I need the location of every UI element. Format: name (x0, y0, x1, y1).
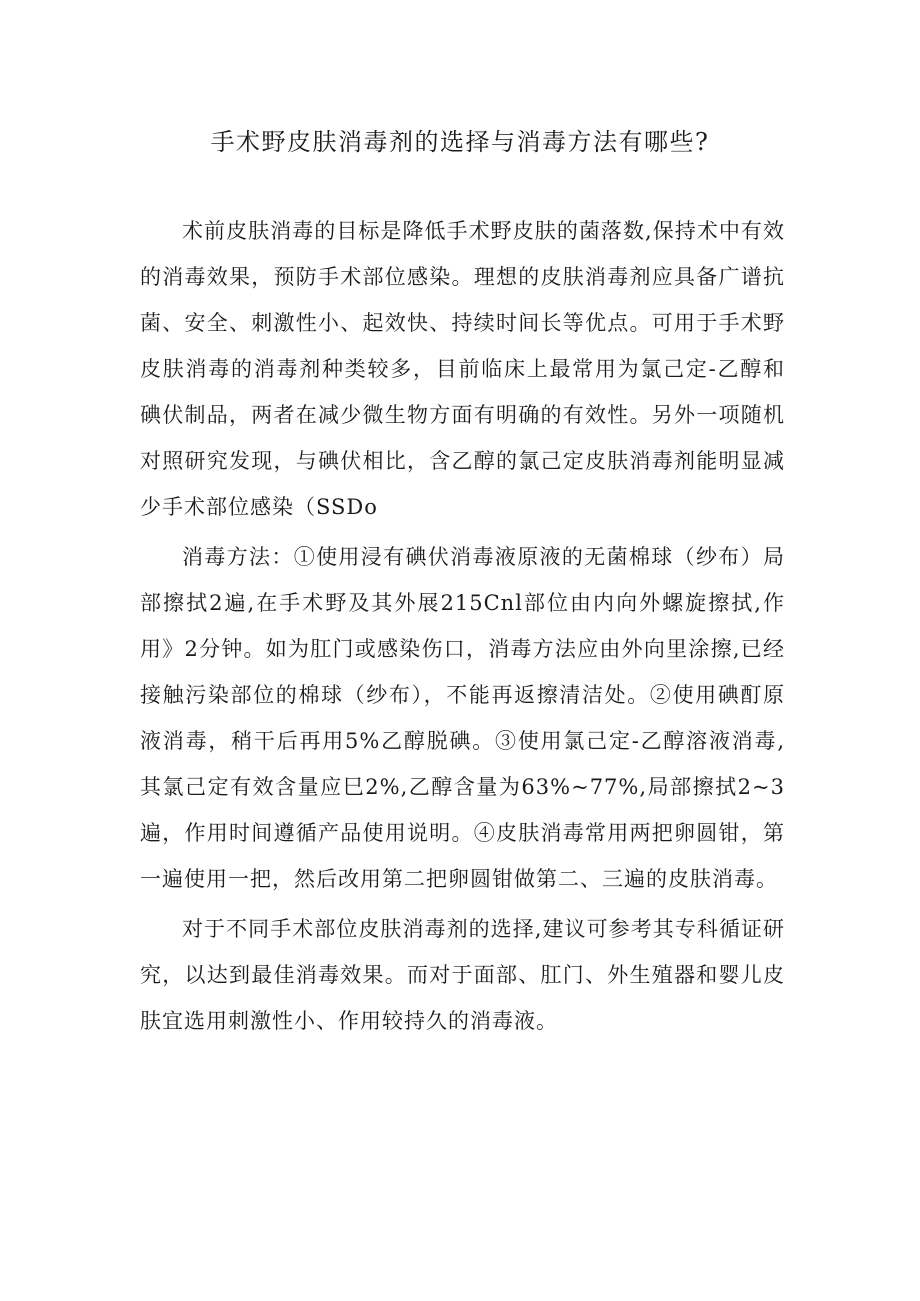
paragraph-purpose: 术前皮肤消毒的目标是降低手术野皮肤的菌落数,保持术中有效的消毒效果，预防手术部位感染。理想的皮肤消毒剂应具备广谱抗菌、安全、刺激性小、起效快、持续时间长等优点。可用于手术野皮肤消毒的消毒剂种类较多，目前临床上最常用为氯己定-乙醇和碘伏制品，两者在减少微生物方面有明确的有效性。另外一项随机对照研究发现，与碘伏相比，含乙醇的氯己定皮肤消毒剂能明显减少手术部位感染（SSDo (140, 219, 785, 519)
paragraph-selection: 对于不同手术部位皮肤消毒剂的选择,建议可参考其专科循证研究，以达到最佳消毒效果。而对于面部、肛门、外生殖器和婴儿皮肤宜选用刺激性小、作用较持久的消毒液。 (140, 917, 785, 1033)
paragraph-methods: 消毒方法：①使用浸有碘伏消毒液原液的无菌棉球（纱布）局部擦拭2遍,在手术野及其外展215Cnl部位由内向外螺旋擦拭,作用》2分钟。如为肛门或感染伤口，消毒方法应由外向里涂擦,已经接触污染部位的棉球（纱布），不能再返擦清洁处。②使用碘酊原液消毒，稍干后再用5%乙醇脱碘。③使用氯己定-乙醇溶液消毒,其氯己定有效含量应巳2%,乙醇含量为63%~77%,局部擦拭2~3遍，作用时间遵循产品使用说明。④皮肤消毒常用两把卵圆钳，第一遍使用一把，然后改用第二把卵圆钳做第二、三遍的皮肤消毒。 (140, 545, 785, 891)
document-body (140, 208, 785, 1044)
document-title: 手术野皮肤消毒剂的选择与消毒方法有哪些? (210, 128, 710, 156)
